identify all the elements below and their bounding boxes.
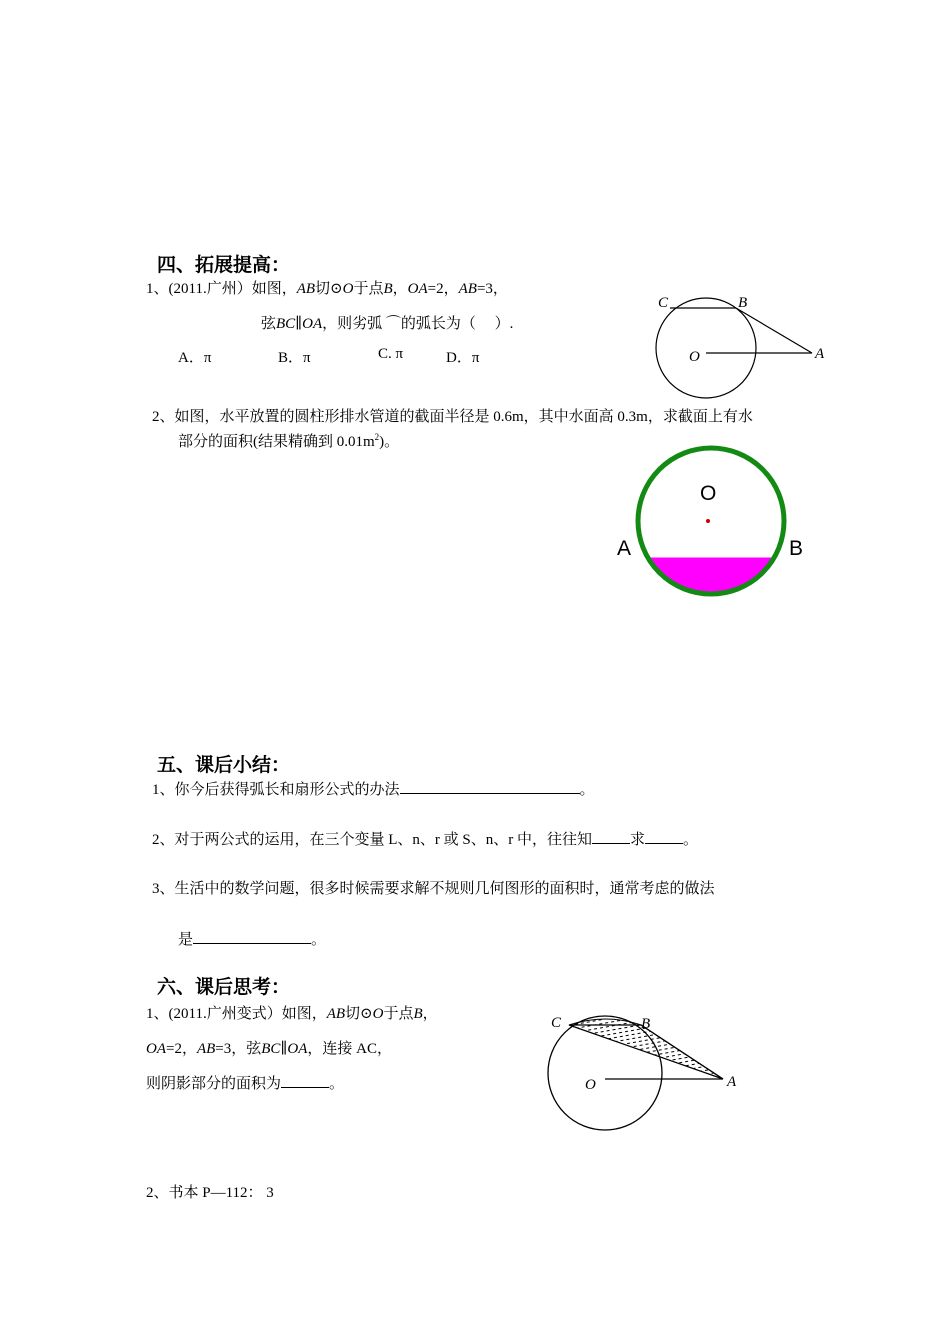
section6-heading: 六、课后思考： bbox=[157, 976, 291, 998]
section4-heading: 四、拓展提高： bbox=[157, 254, 291, 276]
label-b: B bbox=[789, 537, 804, 560]
label-o: O bbox=[700, 482, 717, 505]
shaded-region-figure bbox=[535, 1005, 750, 1140]
section4-q2-line2: 部分的面积(结果精确到 $0.01m^2$)。 bbox=[178, 432, 400, 450]
section6-q2: 2、书本 P—112： 3 bbox=[146, 1185, 274, 1201]
tangent-circle-figure bbox=[640, 285, 840, 405]
option-d: D．π bbox=[446, 350, 480, 366]
section4-q1-line2: 弦BC∥OA，则劣弧 ⌒的弧长为（ ）. bbox=[261, 316, 514, 332]
answer-blank[interactable] bbox=[645, 829, 683, 844]
answer-blank[interactable] bbox=[193, 929, 311, 944]
section5-q2: 2、对于两公式的运用，在三个变量 L、n、r 或 S、n、r 中，往往知 求 。 bbox=[152, 828, 698, 849]
pipe-figure bbox=[605, 440, 820, 605]
section6-q1-line1: 1、(2011.广州变式）如图，AB切⊙O于点B， bbox=[146, 1006, 438, 1022]
label-c: C bbox=[658, 295, 669, 311]
water-segment bbox=[649, 558, 774, 593]
label-a: A bbox=[727, 1074, 737, 1090]
answer-blank[interactable] bbox=[281, 1073, 329, 1088]
option-b: B．π bbox=[278, 350, 311, 366]
section4-q2-line1: 2、如图，水平放置的圆柱形排水管道的截面半径是 0.6m，其中水面高 0.3m，求截面上有水 bbox=[152, 409, 753, 425]
section5-q3-line2: 是 。 bbox=[178, 928, 326, 949]
option-c: C. π bbox=[378, 346, 404, 362]
section5-q3-line1: 3、生活中的数学问题，很多时候需要求解不规则几何图形的面积时，通常考虑的做法 bbox=[152, 881, 715, 897]
label-a: A bbox=[617, 537, 632, 560]
section5-heading: 五、课后小结： bbox=[157, 754, 291, 776]
section5-q1: 1、你今后获得弧长和扇形公式的办法 。 bbox=[152, 778, 595, 799]
answer-blank[interactable] bbox=[592, 829, 630, 844]
label-b: B bbox=[738, 295, 748, 311]
label-o: O bbox=[689, 349, 700, 365]
option-a: A．π bbox=[178, 350, 212, 366]
section6-q1-line2: OA=2，AB=3，弦BC∥OA，连接 AC， bbox=[146, 1041, 392, 1057]
label-c: C bbox=[551, 1015, 562, 1031]
label-o: O bbox=[585, 1077, 596, 1093]
section6-q1-line3: 则阴影部分的面积为 。 bbox=[146, 1072, 344, 1093]
tangent-ab bbox=[736, 308, 812, 353]
label-b: B bbox=[641, 1016, 651, 1032]
answer-blank[interactable] bbox=[400, 779, 580, 794]
center-dot bbox=[706, 519, 710, 523]
section4-q1-line1: 1、(2011.广州）如图，AB切⊙O于点B，OA=2，AB=3， bbox=[146, 281, 508, 297]
circle-o bbox=[656, 298, 756, 398]
label-a: A bbox=[815, 346, 825, 362]
